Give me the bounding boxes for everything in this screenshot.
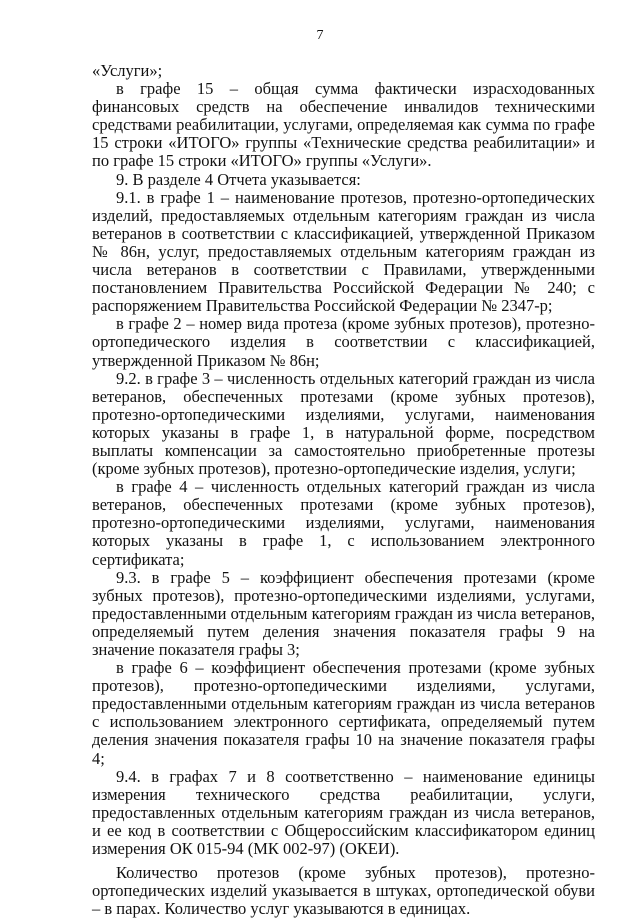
paragraph-2: в графе 15 – общая сумма фактически израсходованных финансовых средств на обеспечение инвалидов техническими средствами реабилитации, услугами, определяемая как сумма по графе 15 строки «ИТОГО» группы «Технические средства реабилитации» и по графе 15 строки «ИТОГО» группы «Услуги». <box>92 79 595 171</box>
paragraph-11: Количество протезов (кроме зубных протезов), протезно-ортопедических изделий указывается в штуках, ортопедической обуви – в парах. Количество услуг указываются в единицах. <box>92 863 595 918</box>
paragraph-6: 9.2. в графе 3 – численность отдельных категорий граждан из числа ветеранов, обеспеченных протезами (кроме зубных протезов), протезно-ортопедическими изделиями, услугами, наименования которых указаны в графе 1, в натуральной форме, посредством выплаты компенсации за самостоятельно приобретенные протезы (кроме зубных протезов), протезно-ортопедические изделия, услуги; <box>92 368 595 479</box>
document-body <box>92 62 595 918</box>
paragraph-9: в графе 6 – коэффициент обеспечения протезами (кроме зубных протезов), протезно-ортопедическими изделиями, услугами, предоставленными отдельным категориям граждан из числа ветеранов с использованием электронного сертификата, определяемый путем деления значения показателя графы 10 на значение показателя графы 4; <box>92 658 595 768</box>
paragraph-5: в графе 2 – номер вида протеза (кроме зубных протезов), протезно-ортопедического изделия в соответствии с классификацией, утвержденной Приказом № 86н; <box>92 314 595 370</box>
paragraph-1: «Услуги»; <box>92 61 163 80</box>
paragraph-4: 9.1. в графе 1 – наименование протезов, протезно-ортопедических изделий, предоставляемых отдельным категориям граждан из числа ветеранов в соответствии с классификацией, утвержденной Приказом № 86н, услуг, предоставляемых отдельным категориям граждан из числа ветеранов в соответствии с Правилами, утвержденными постановлением Правительства Российской Федерации № 240; с распоряжением Правительства Российской Федерации № 2347-р; <box>92 187 595 316</box>
paragraph-3: 9. В разделе 4 Отчета указывается: <box>116 169 361 189</box>
paragraph-7: в графе 4 – численность отдельных категорий граждан из числа ветеранов, обеспеченных протезами (кроме зубных протезов), протезно-ортопедическими изделиями, услугами, наименования которых указаны в графе 1, с использованием электронного сертификата; <box>92 477 595 569</box>
paragraph-8: 9.3. в графе 5 – коэффициент обеспечения протезами (кроме зубных протезов), протезно-ортопедическими изделиями, услугами, предоставленными отдельным категориям граждан из числа ветеранов, определяемый путем деления значения показателя графы 9 на значение показателя графы 3; <box>92 567 595 659</box>
paragraph-10: 9.4. в графах 7 и 8 соответственно – наименование единицы измерения технического средства реабилитации, услуги, предоставленных отдельным категориям граждан из числа ветеранов, и ее код в соответствии с Общероссийским классификатором единиц измерения ОК 015-94 (МК 002-97) (ОКЕИ). <box>92 766 595 859</box>
page-number: 7 <box>316 28 324 43</box>
